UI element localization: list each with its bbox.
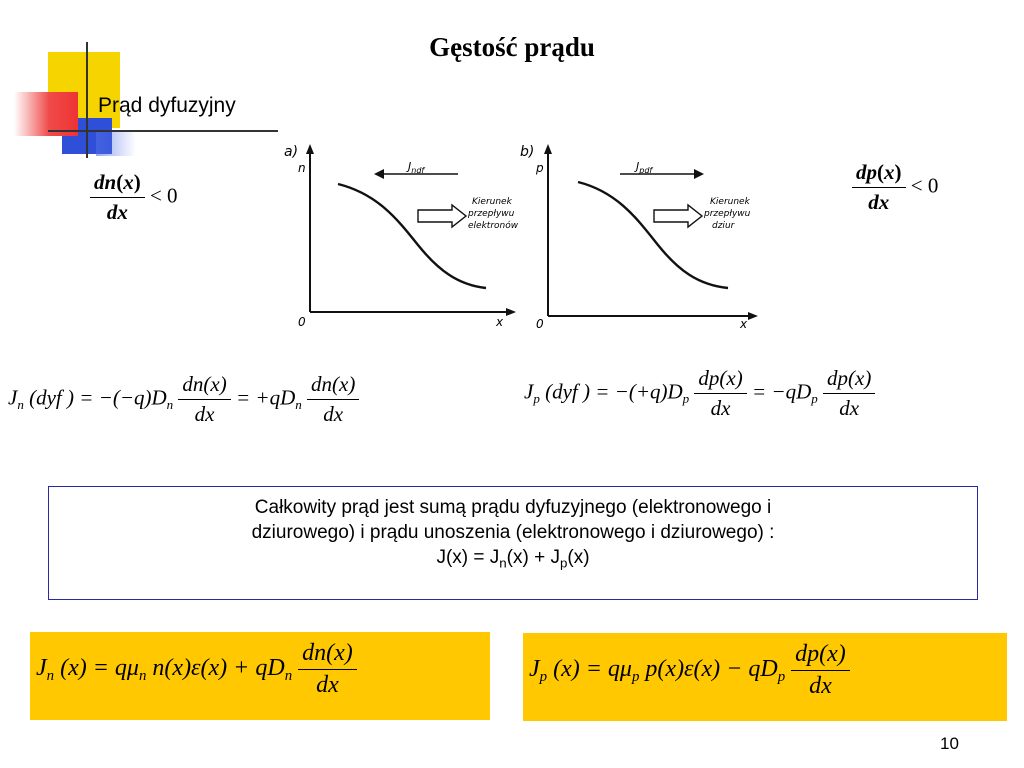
formula-dn-dx-negative xyxy=(90,170,178,225)
concentration-curve-p xyxy=(578,182,728,288)
relation-text: < 0 xyxy=(910,173,939,198)
fraction-numerator: dp(x) xyxy=(694,366,746,394)
graph-panel-b xyxy=(520,144,758,331)
current-arrow-head xyxy=(694,169,704,179)
page-number: 10 xyxy=(940,734,959,753)
total-current-equation-p-box xyxy=(523,633,1007,721)
fraction xyxy=(694,366,746,421)
eq-mu-sub: n xyxy=(138,668,147,685)
current-label-jn: $J_{ndf}$ xyxy=(408,160,425,175)
eq-lhs-sub: n xyxy=(17,396,24,412)
fraction-numerator xyxy=(852,160,906,188)
panel-label-b: b) xyxy=(520,144,535,160)
diffusion-graphs-figure xyxy=(258,130,778,336)
fraction xyxy=(307,372,359,427)
fraction-denominator: dx xyxy=(839,396,860,420)
total-current-textbox xyxy=(48,486,978,600)
numerator-part: ( xyxy=(116,170,124,194)
eq-lhs-sub: p xyxy=(539,669,548,686)
fraction-numerator xyxy=(90,170,145,198)
flow-direction-arrow xyxy=(418,205,466,227)
deco-horizontal-line xyxy=(48,130,278,132)
eq-mu-sub: p xyxy=(631,669,640,686)
eq-lhs: J xyxy=(8,385,18,410)
diffusion-current-equation-n xyxy=(8,372,359,427)
numerator-part: dp xyxy=(856,160,877,184)
textbox-line-2: dziurowego) i prądu unoszenia (elektronowego i dziurowego) : xyxy=(251,522,775,543)
eq-mid: = +qD xyxy=(235,385,296,410)
current-label-jp: $J_{pdf}$ xyxy=(636,160,653,175)
eq-d-sub: n xyxy=(166,396,174,412)
fraction-denominator: dx xyxy=(809,673,832,699)
numerator-part: ) xyxy=(133,170,141,194)
concentration-curve-n xyxy=(338,184,486,288)
eq-d-sub: p xyxy=(682,390,690,406)
eq-mid-sub: n xyxy=(295,396,302,412)
deco-blue-fade xyxy=(96,130,136,156)
fraction xyxy=(852,160,906,215)
textbox-line-1: Całkowity prąd jest sumą prądu dyfuzyjnego (elektronowego i xyxy=(254,497,772,518)
textbox-line-3 xyxy=(49,545,977,576)
fraction-numerator: dp(x) xyxy=(823,366,875,394)
eq-lhs-sub: n xyxy=(46,668,55,685)
origin-label: 0 xyxy=(536,317,544,331)
eq-part-b: n(x)ε(x) + qD xyxy=(152,655,285,682)
fraction-numerator: dn(x) xyxy=(178,372,230,400)
fraction-denominator: dx xyxy=(316,672,339,698)
diffusion-current-equation-p xyxy=(524,366,875,421)
current-arrow-head xyxy=(374,169,384,179)
eq-lhs-arg: (dyf ) = −(+q)D xyxy=(545,379,683,404)
fraction-denominator: dx xyxy=(710,396,731,420)
eq-mid-sub: p xyxy=(811,390,818,406)
eq-lhs-arg: (dyf ) = −(−q)D xyxy=(29,385,167,410)
x-axis-label: x xyxy=(496,315,504,329)
graph-panel-a xyxy=(284,144,519,329)
flow-direction-arrow xyxy=(654,205,702,227)
numerator-part: ( xyxy=(877,160,884,184)
flow-text-line1: Kierunek xyxy=(472,197,512,207)
eq-lhs: J xyxy=(36,655,47,682)
fraction-denominator: dx xyxy=(868,190,890,214)
fraction-denominator: dx xyxy=(194,402,215,426)
textbox-eq-part: (x) xyxy=(567,547,590,568)
y-axis-label-p: p xyxy=(536,161,544,175)
eq-mid: = −qD xyxy=(751,379,812,404)
eq-part-a: (x) = qμ xyxy=(60,655,139,682)
total-current-equation-n-box xyxy=(30,632,490,720)
eq-lhs: J xyxy=(524,379,534,404)
slide-title: Gęstość prądu xyxy=(429,32,595,62)
flow-text-line1: Kierunek xyxy=(710,197,750,207)
fraction-numerator: dn(x) xyxy=(298,640,357,670)
fraction xyxy=(178,372,230,427)
flow-text-line3: dziur xyxy=(712,221,735,231)
textbox-eq-part: J(x) = J xyxy=(436,547,500,568)
panel-label-a: a) xyxy=(284,144,299,160)
numerator-part: ) xyxy=(894,160,902,184)
graphs-svg xyxy=(258,130,778,336)
fraction xyxy=(823,366,875,421)
total-current-equation-n xyxy=(36,640,357,699)
eq-lhs: J xyxy=(529,656,540,683)
numerator-part: x xyxy=(123,170,134,194)
eq-d-sub: p xyxy=(777,669,786,686)
fraction-denominator: dx xyxy=(323,402,344,426)
numerator-part: x xyxy=(884,160,895,184)
total-current-equation-p xyxy=(529,641,850,700)
flow-text-line2: przepływu xyxy=(468,209,515,219)
fraction-denominator: dx xyxy=(106,200,128,224)
flow-text-line3: elektronów xyxy=(468,221,519,231)
relation-text: < 0 xyxy=(149,183,178,208)
fraction xyxy=(298,640,357,699)
slide-subtitle: Prąd dyfuzyjny xyxy=(98,94,236,117)
origin-label: 0 xyxy=(298,315,306,329)
y-axis-arrow xyxy=(544,144,552,154)
formula-dp-dx-negative xyxy=(852,160,938,215)
y-axis-label-n: n xyxy=(298,161,306,175)
textbox-sub-n: n xyxy=(499,555,507,571)
fraction xyxy=(791,641,850,700)
fraction-numerator: dn(x) xyxy=(307,372,359,400)
eq-lhs-sub: p xyxy=(533,390,540,406)
fraction xyxy=(90,170,145,225)
x-axis-arrow xyxy=(506,308,516,316)
eq-d-sub: n xyxy=(284,668,293,685)
numerator-part: dn xyxy=(94,170,117,194)
y-axis-arrow xyxy=(306,144,314,154)
x-axis-label: x xyxy=(740,317,748,331)
textbox-eq-part: (x) + J xyxy=(506,547,560,568)
eq-part-b: p(x)ε(x) − qD xyxy=(645,656,778,683)
eq-part-a: (x) = qμ xyxy=(553,656,632,683)
flow-text-line2: przepływu xyxy=(704,209,751,219)
x-axis-arrow xyxy=(748,312,758,320)
textbox-sub-p: p xyxy=(559,555,568,571)
fraction-numerator: dp(x) xyxy=(791,641,850,671)
